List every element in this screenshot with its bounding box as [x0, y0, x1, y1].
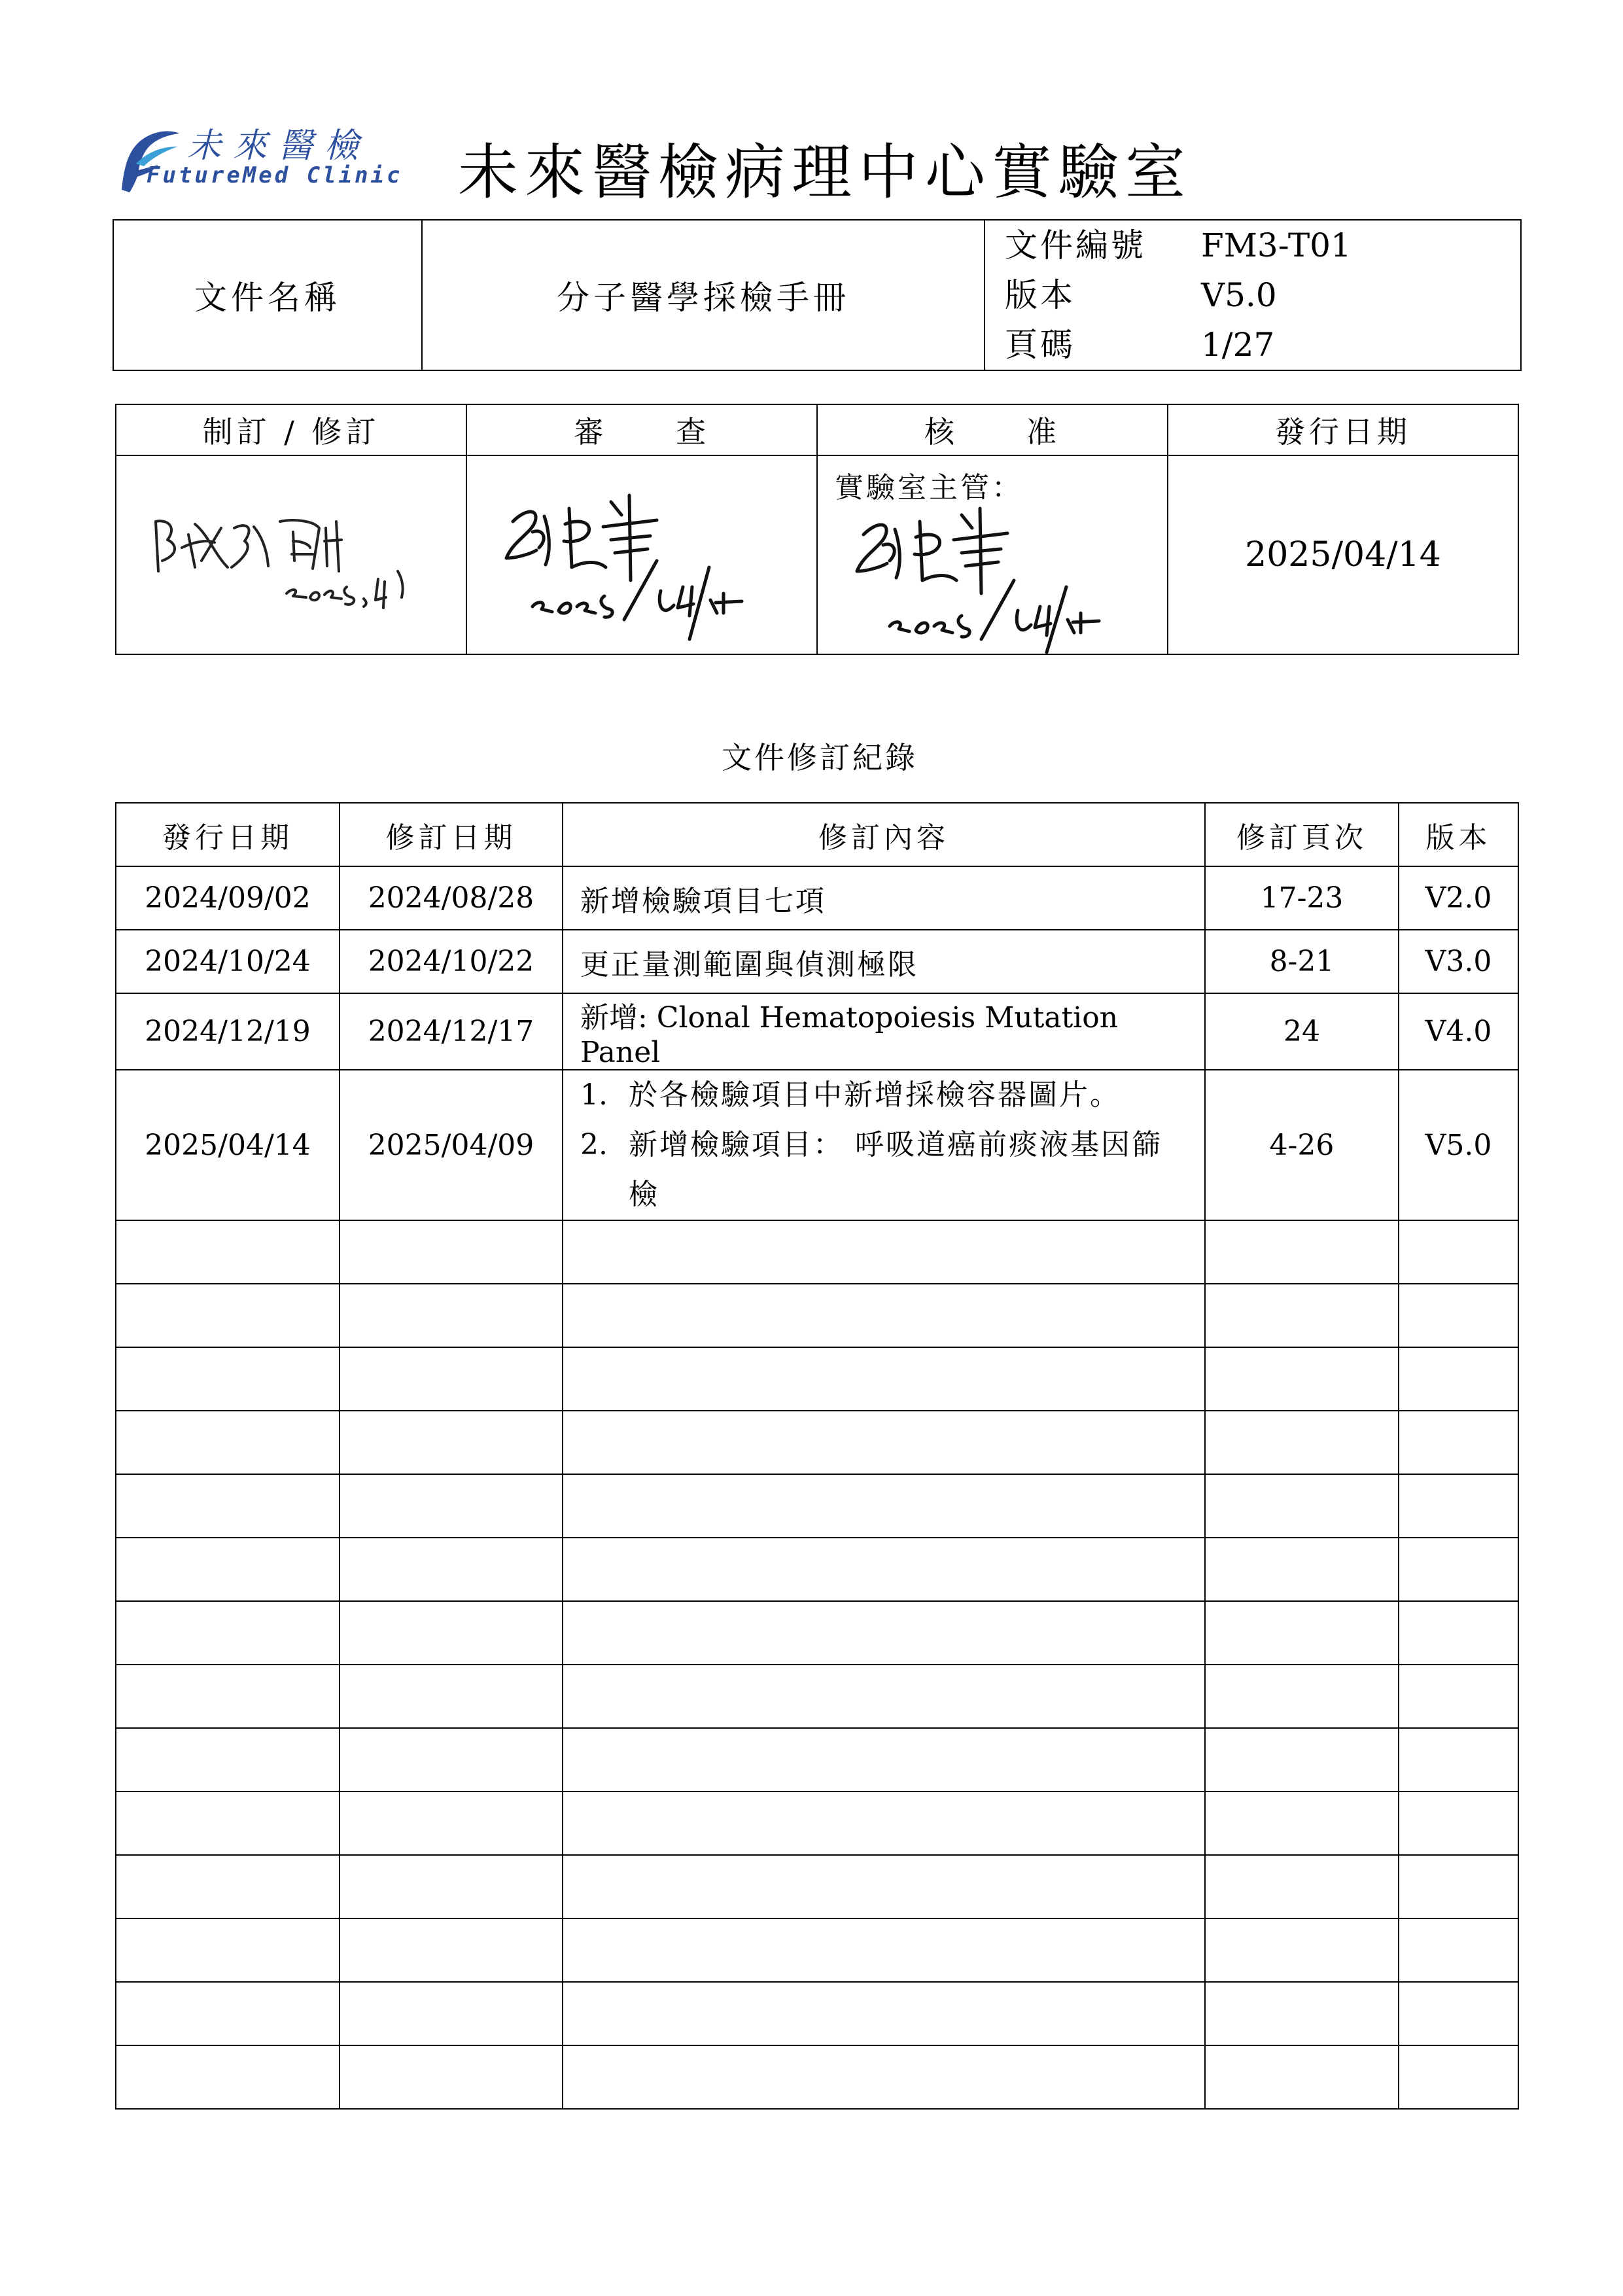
empty-cell [563, 1601, 1205, 1665]
revision-content: 新增: Clonal Hematopoiesis Mutation Panel [563, 993, 1205, 1070]
list-number: 2. [580, 1128, 608, 1161]
empty-cell [116, 2045, 340, 2109]
revision-content [563, 1070, 1205, 1220]
list-item [580, 1070, 1187, 1120]
document-name-label: 文件名稱 [113, 220, 422, 370]
empty-cell [116, 1601, 340, 1665]
revision-log-caption: 文件修訂紀錄 [722, 740, 918, 775]
empty-table-row [116, 1347, 1518, 1411]
empty-cell [1399, 1474, 1518, 1538]
empty-cell [1205, 1918, 1399, 1982]
table-row [116, 866, 1518, 930]
lab-title: 未來醫檢病理中心實驗室 [458, 137, 1193, 207]
empty-table-row [116, 2045, 1518, 2109]
author-signature-cell [116, 455, 466, 654]
empty-table-row [116, 1220, 1518, 1284]
revision-content-list [580, 1070, 1187, 1220]
empty-cell [1399, 1538, 1518, 1601]
empty-table-row [116, 1284, 1518, 1347]
revision-pages: 4-26 [1205, 1070, 1399, 1220]
company-logo [110, 118, 417, 196]
meta-key: 文件編號 [1005, 226, 1146, 264]
empty-cell [116, 1855, 340, 1918]
empty-cell [116, 1411, 340, 1474]
list-text: 於各檢驗項目中新增採檢容器圖片。 [629, 1078, 1121, 1112]
empty-cell [1399, 1220, 1518, 1284]
empty-cell [1399, 1347, 1518, 1411]
issue-date: 2024/09/02 [116, 866, 340, 930]
empty-cell [116, 1982, 340, 2045]
empty-cell [1399, 1918, 1518, 1982]
empty-table-row [116, 1982, 1518, 2045]
document-name-value: 分子醫學採檢手冊 [422, 220, 985, 370]
empty-cell [563, 1220, 1205, 1284]
empty-cell [563, 1665, 1205, 1728]
revision-date: 2024/10/22 [340, 930, 563, 993]
empty-table-row [116, 1601, 1518, 1665]
empty-cell [340, 1855, 563, 1918]
col-header-issue-date: 發行日期 [116, 803, 340, 866]
empty-cell [340, 1538, 563, 1601]
empty-cell [340, 1982, 563, 2045]
empty-cell [563, 1918, 1205, 1982]
empty-cell [340, 1220, 563, 1284]
empty-cell [1205, 1220, 1399, 1284]
empty-cell [116, 1728, 340, 1792]
approver-signature [818, 456, 1168, 655]
empty-cell [116, 1347, 340, 1411]
empty-cell [340, 1601, 563, 1665]
table-row [116, 993, 1518, 1070]
revision-version: V3.0 [1399, 930, 1518, 993]
empty-cell [1205, 1411, 1399, 1474]
empty-cell [1205, 1347, 1399, 1411]
empty-cell [1205, 1601, 1399, 1665]
revision-pages: 24 [1205, 993, 1399, 1070]
empty-cell [1399, 1284, 1518, 1347]
header-review: 審 查 [466, 404, 817, 455]
empty-cell [1399, 1411, 1518, 1474]
empty-cell [1399, 1601, 1518, 1665]
empty-cell [1205, 1792, 1399, 1855]
table-row [116, 1070, 1518, 1220]
empty-cell [563, 1284, 1205, 1347]
empty-cell [340, 1284, 563, 1347]
revision-version: V5.0 [1399, 1070, 1518, 1220]
empty-cell [563, 1538, 1205, 1601]
empty-cell [563, 1792, 1205, 1855]
revision-version: V4.0 [1399, 993, 1518, 1070]
empty-cell [563, 1347, 1205, 1411]
empty-cell [340, 1665, 563, 1728]
empty-cell [116, 1220, 340, 1284]
issue-date: 2024/12/19 [116, 993, 340, 1070]
empty-cell [340, 1728, 563, 1792]
empty-table-row [116, 1411, 1518, 1474]
empty-cell [1205, 1538, 1399, 1601]
empty-cell [340, 1347, 563, 1411]
revision-content: 新增檢驗項目七項 [563, 866, 1205, 930]
logo-chinese-text: 未來醫檢 [187, 126, 371, 166]
empty-cell [563, 1728, 1205, 1792]
meta-row-version [1005, 270, 1501, 320]
col-header-revision-date: 修訂日期 [340, 803, 563, 866]
revision-date: 2024/08/28 [340, 866, 563, 930]
header-approve: 核 准 [817, 404, 1168, 455]
logo-english-text: FutureMed Clinic [147, 162, 403, 188]
empty-cell [1205, 1284, 1399, 1347]
revision-pages: 17-23 [1205, 866, 1399, 930]
empty-table-row [116, 1538, 1518, 1601]
document-meta-cell [985, 220, 1521, 370]
table-row [116, 930, 1518, 993]
empty-cell [1399, 1982, 1518, 2045]
empty-table-row [116, 1474, 1518, 1538]
empty-cell [116, 1665, 340, 1728]
revision-version: V2.0 [1399, 866, 1518, 930]
issue-date: 2025/04/14 [116, 1070, 340, 1220]
empty-rows [116, 1220, 1518, 2109]
meta-key: 頁碼 [1005, 326, 1075, 364]
header-author: 制訂 / 修訂 [116, 404, 466, 455]
empty-table-row [116, 1918, 1518, 1982]
empty-cell [563, 2045, 1205, 2109]
revision-date: 2024/12/17 [340, 993, 563, 1070]
revision-pages: 8-21 [1205, 930, 1399, 993]
supervisor-label: 實驗室主管： [835, 471, 1023, 504]
meta-row-doc-number [1005, 221, 1501, 270]
empty-cell [1205, 1728, 1399, 1792]
meta-value: 1/27 [1201, 326, 1275, 364]
reviewer-signature-cell [466, 455, 817, 654]
empty-cell [563, 1411, 1205, 1474]
empty-cell [563, 1474, 1205, 1538]
empty-cell [1205, 1982, 1399, 2045]
empty-table-row [116, 1792, 1518, 1855]
author-signature [116, 456, 467, 655]
revision-content: 更正量測範圍與偵測極限 [563, 930, 1205, 993]
empty-cell [340, 1411, 563, 1474]
empty-cell [116, 1284, 340, 1347]
issue-date: 2024/10/24 [116, 930, 340, 993]
revision-log-table [115, 802, 1519, 2110]
col-header-version: 版本 [1399, 803, 1518, 866]
empty-cell [1205, 1474, 1399, 1538]
empty-cell [1399, 2045, 1518, 2109]
empty-cell [340, 1918, 563, 1982]
empty-cell [340, 1792, 563, 1855]
empty-cell [340, 1474, 563, 1538]
approver-signature-cell [817, 455, 1168, 654]
empty-cell [116, 1474, 340, 1538]
empty-table-row [116, 1728, 1518, 1792]
meta-value: FM3-T01 [1201, 226, 1352, 264]
header-issue-date: 發行日期 [1168, 404, 1518, 455]
empty-table-row [116, 1665, 1518, 1728]
empty-table-row [116, 1855, 1518, 1918]
signoff-table [115, 404, 1519, 655]
col-header-pages: 修訂頁次 [1205, 803, 1399, 866]
empty-cell [116, 1918, 340, 1982]
meta-key: 版本 [1005, 276, 1075, 314]
issue-date-cell: 2025/04/14 [1168, 455, 1518, 654]
empty-cell [1399, 1792, 1518, 1855]
empty-cell [1399, 1728, 1518, 1792]
empty-cell [340, 2045, 563, 2109]
empty-cell [1205, 2045, 1399, 2109]
list-item [580, 1120, 1187, 1220]
meta-value: V5.0 [1201, 276, 1277, 314]
empty-cell [1399, 1665, 1518, 1728]
col-header-content: 修訂內容 [563, 803, 1205, 866]
empty-cell [563, 1855, 1205, 1918]
reviewer-signature [467, 456, 818, 655]
empty-cell [563, 1982, 1205, 2045]
empty-cell [1205, 1665, 1399, 1728]
empty-cell [1205, 1855, 1399, 1918]
document-info-table [113, 219, 1522, 371]
empty-cell [116, 1538, 340, 1601]
meta-row-page [1005, 320, 1501, 370]
list-text: 新增檢驗項目： 呼吸道癌前痰液基因篩檢 [629, 1128, 1162, 1211]
empty-cell [1399, 1855, 1518, 1918]
empty-cell [116, 1792, 340, 1855]
revision-date: 2025/04/09 [340, 1070, 563, 1220]
list-number: 1. [580, 1078, 608, 1112]
